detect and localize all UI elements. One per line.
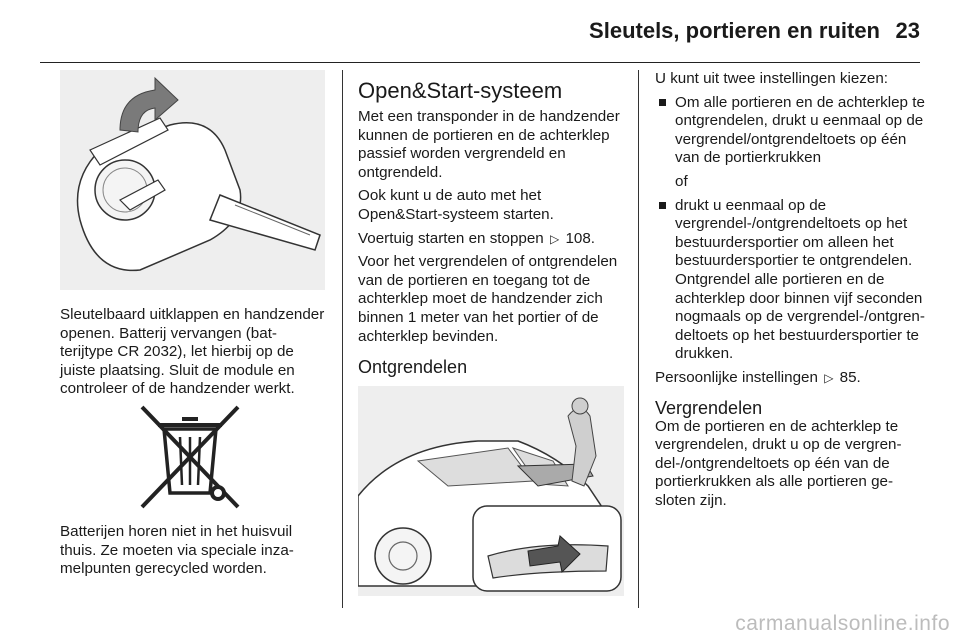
settings-list (655, 94, 927, 168)
personal-settings-text: Persoonlijke instellingen (655, 368, 818, 386)
page-number: 23 (895, 18, 920, 43)
open-start-heading: Open&Start-systeem (358, 78, 563, 103)
settings-list-2 (655, 197, 927, 364)
column-divider-2 (638, 70, 639, 608)
key-caption: Sleutelbaard uitklappen en handzender openen. Batterij vervangen (batterijtype CR 2032), let hierbij op de juiste plaatsing. Sluit de module en controleer of de handzender werkt. (60, 306, 325, 398)
lock-text: Om de portieren en de achterklep te vergrendelen, drukt u op de vergrendel-/ontgrendeltoets op één van de portierkrukken als alle portieren gesloten zijn. (655, 417, 902, 509)
car-door-handle-icon (358, 386, 624, 596)
start-stop-text: Voertuig starten en stoppen (358, 229, 544, 247)
disposal-text: Batterijen horen niet in het huisvuil thuis. Ze moeten via speciale inzamelpunten gerecycled worden. (60, 522, 294, 578)
settings-intro: U kunt uit twee instellingen kiezen: (655, 70, 889, 87)
bullet-icon (659, 202, 666, 209)
reference-arrow-icon: ▷ (824, 370, 834, 385)
list-item-text: drukt u eenmaal op de vergrendel-/ontgrendeltoets op het bestuurdersportier om alleen het bestuurdersportier te ontgrendelen. Ontgrendel alle portieren en de achterklep door binnen vijf seconden nogmaals op de vergrendel-/ontgrendeltoets op het bestuurdersportier te drukken. (675, 196, 925, 363)
column-2 (358, 70, 626, 596)
personal-settings-reference (655, 369, 927, 388)
list-item (655, 197, 927, 364)
personal-settings-page[interactable]: 85. (839, 368, 861, 386)
reference-arrow-icon: ▷ (550, 231, 560, 246)
start-stop-page[interactable]: 108. (565, 229, 596, 247)
start-stop-reference (358, 230, 626, 249)
open-start-start: Ook kunt u de auto met het Open&Start-systeem starten. (358, 187, 554, 223)
list-item-text: Om alle portieren en de achterklep te ontgrendelen, drukt u eenmaal op de vergrendel/ontgrendeltoets op één van de portierkrukken (675, 93, 925, 167)
column-1 (60, 70, 325, 584)
column-3 (655, 70, 927, 515)
range-text: Voor het vergrendelen of ontgrendelen van de portieren en toegang tot de achterklep moet de handzender zich binnen 1 meter van het portier of de achterklep bevinden. (358, 253, 618, 345)
list-item (655, 94, 927, 168)
unlock-subheading: Ontgrendelen (358, 357, 468, 378)
column-divider-1 (342, 70, 343, 608)
crossed-out-bin-icon (60, 405, 325, 513)
or-text: of (675, 172, 688, 190)
header-rule (40, 62, 920, 63)
key-fob-icon (60, 70, 325, 290)
watermark: carmanualsonline.info (735, 612, 950, 635)
page-header-title: Sleutels, portieren en ruiten (589, 18, 880, 43)
lock-heading: Vergrendelen (655, 397, 763, 418)
open-start-intro: Met een transponder in de handzender kunnen de portieren en de achterklep passief worden vergrendeld en ontgrendeld. (358, 108, 620, 181)
bullet-icon (659, 99, 666, 106)
